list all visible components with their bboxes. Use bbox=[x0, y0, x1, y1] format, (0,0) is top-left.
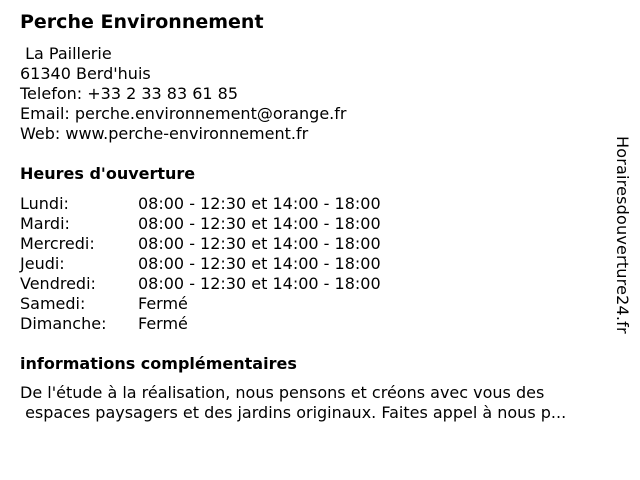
day-label: Lundi: bbox=[20, 194, 69, 213]
hours-row-sunday bbox=[20, 314, 440, 334]
description-line: espaces paysagers et des jardins originaux. Faites appel à nous p... bbox=[20, 403, 567, 422]
hours-table bbox=[20, 194, 440, 334]
address-street: La Paillerie bbox=[20, 44, 112, 63]
hours-row-saturday bbox=[20, 294, 440, 314]
hours-row-thursday bbox=[20, 254, 440, 274]
email-line: Email: perche.environnement@orange.fr bbox=[20, 104, 347, 123]
time-value: 08:00 - 12:30 et 14:00 - 18:00 bbox=[138, 214, 381, 233]
time-value: Fermé bbox=[138, 314, 188, 333]
time-value: 08:00 - 12:30 et 14:00 - 18:00 bbox=[138, 194, 381, 213]
day-label: Vendredi: bbox=[20, 274, 96, 293]
time-value: 08:00 - 12:30 et 14:00 - 18:00 bbox=[138, 274, 381, 293]
info-heading: informations complémentaires bbox=[20, 354, 297, 373]
hours-row-friday bbox=[20, 274, 440, 294]
site-watermark: Horairesdouverture24.fr bbox=[613, 136, 632, 334]
hours-row-monday bbox=[20, 194, 440, 214]
hours-row-tuesday bbox=[20, 214, 440, 234]
time-value: 08:00 - 12:30 et 14:00 - 18:00 bbox=[138, 254, 381, 273]
contact-block bbox=[20, 44, 346, 144]
address-city: 61340 Berd'huis bbox=[20, 64, 151, 83]
day-label: Jeudi: bbox=[20, 254, 65, 273]
day-label: Samedi: bbox=[20, 294, 86, 313]
day-label: Mercredi: bbox=[20, 234, 95, 253]
hours-heading: Heures d'ouverture bbox=[20, 164, 196, 183]
hours-row-wednesday bbox=[20, 234, 440, 254]
phone-line: Telefon: +33 2 33 83 61 85 bbox=[20, 84, 239, 103]
description-line: De l'étude à la réalisation, nous pensons et créons avec vous des bbox=[20, 383, 545, 402]
time-value: 08:00 - 12:30 et 14:00 - 18:00 bbox=[138, 234, 381, 253]
business-name: Perche Environnement bbox=[20, 11, 264, 33]
description-text bbox=[20, 383, 620, 423]
time-value: Fermé bbox=[138, 294, 188, 313]
day-label: Mardi: bbox=[20, 214, 70, 233]
day-label: Dimanche: bbox=[20, 314, 107, 333]
web-line: Web: www.perche-environnement.fr bbox=[20, 124, 309, 143]
